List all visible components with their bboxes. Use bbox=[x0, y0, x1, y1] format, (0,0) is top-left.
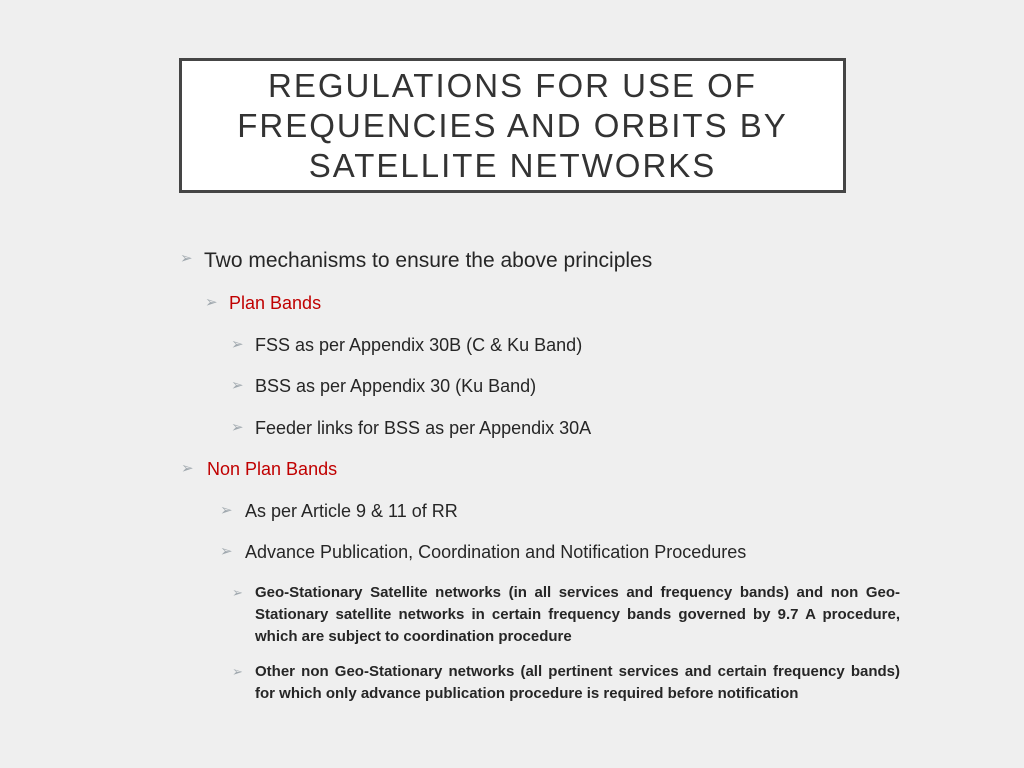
arrow-bullet-icon: ➢ bbox=[180, 250, 193, 267]
bullet-text: Feeder links for BSS as per Appendix 30A bbox=[255, 418, 592, 438]
arrow-bullet-icon: ➢ bbox=[231, 336, 244, 353]
arrow-bullet-icon: ➢ bbox=[231, 377, 244, 394]
arrow-bullet-icon: ➢ bbox=[232, 585, 243, 600]
slide-title: REGULATIONS FOR USE OF FREQUENCIES AND ORBITS BY SATELLITE NETWORKS bbox=[237, 66, 788, 184]
bullet-item bbox=[232, 661, 900, 705]
arrow-bullet-icon: ➢ bbox=[181, 460, 194, 477]
bullet-item bbox=[180, 249, 652, 273]
bullet-text: Plan Bands bbox=[229, 293, 322, 313]
arrow-bullet-icon: ➢ bbox=[232, 664, 243, 679]
bullet-text: As per Article 9 & 11 of RR bbox=[245, 501, 458, 521]
bullet-item bbox=[181, 459, 337, 480]
bullet-text: Advance Publication, Coordination and Notification Procedures bbox=[245, 542, 747, 562]
arrow-bullet-icon: ➢ bbox=[220, 543, 233, 560]
arrow-bullet-icon: ➢ bbox=[220, 502, 233, 519]
arrow-bullet-icon: ➢ bbox=[231, 419, 244, 436]
bullet-text: BSS as per Appendix 30 (Ku Band) bbox=[255, 376, 537, 396]
title-box bbox=[179, 58, 846, 193]
bullet-text: Non Plan Bands bbox=[207, 459, 338, 479]
bullet-text: FSS as per Appendix 30B (C & Ku Band) bbox=[255, 335, 583, 355]
arrow-bullet-icon: ➢ bbox=[205, 294, 218, 311]
bullet-text: Other non Geo-Stationary networks (all pertinent services and certain frequency bands) for which only advance publication procedure is required before notification bbox=[255, 663, 900, 702]
bullet-item bbox=[220, 542, 746, 563]
bullet-item bbox=[231, 335, 582, 356]
bullet-item bbox=[205, 293, 321, 314]
bullet-text: Geo-Stationary Satellite networks (in all services and frequency bands) and non Geo-Stationary satellite networks in certain frequency bands governed by 9.7 A procedure, which are subject to coordination procedure bbox=[255, 584, 900, 645]
bullet-item bbox=[231, 376, 536, 397]
bullet-item bbox=[232, 582, 900, 648]
bullet-item bbox=[220, 501, 458, 522]
bullet-item bbox=[231, 418, 591, 439]
bullet-text: Two mechanisms to ensure the above principles bbox=[204, 249, 653, 272]
